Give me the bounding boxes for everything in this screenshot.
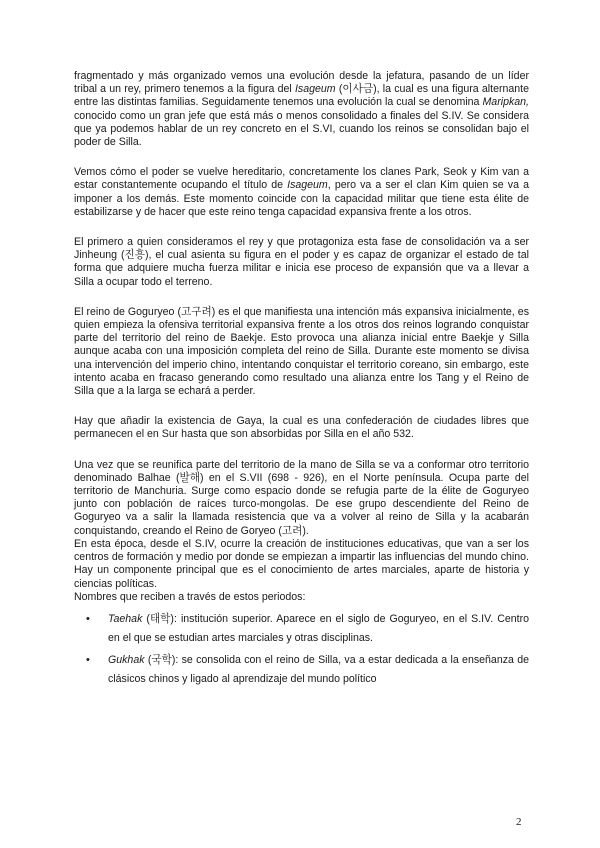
- paragraph-1: [74, 70, 529, 149]
- paragraph-2-text-a: Vemos cómo el poder se vuelve hereditario, concretamente los clanes Park, Seok y Kim van a estar constantemente ocupando el título de: [74, 166, 529, 192]
- page-body: [74, 70, 529, 692]
- paragraph-5: Hay que añadir la existencia de Gaya, la cual es una confederación de ciudades libres que permanecen el en Sur hasta que son absorbidas por Silla en el año 532.: [74, 415, 529, 441]
- paragraph-2: [74, 166, 529, 219]
- paragraph-1-text-b: (이사금), la cual es una figura alternante entre las distintas familias. Seguidamente tenemos una evolución la cual se denomina: [74, 83, 529, 109]
- paragraph-1-text-a: fragmentado y más organizado vemos una evolución desde la jefatura, pasando de un líder tribal a un rey, primero tenemos a la figura del: [74, 70, 529, 96]
- list-item-gukhak: [108, 651, 529, 689]
- page-number: 2: [516, 816, 522, 828]
- term-taehak: Taehak: [108, 612, 143, 625]
- education-institutions-list: [74, 610, 529, 689]
- list-item-taehak-text: (태학): institución superior. Aparece en el siglo de Goguryeo, en el S.IV. Centro en el que se estudian artes marciales y otras disciplinas.: [108, 612, 529, 644]
- term-isageum-2: Isageum: [287, 179, 328, 192]
- term-maripkan: Maripkan,: [482, 96, 529, 109]
- paragraph-4: El reino de Goguryeo (고구려) es el que manifiesta una intención más expansiva inicialmente, es quien empieza la ofensiva territorial expansiva frente a los otros dos reinos logrando conquistar parte del territorio del reino de Baekje. Esto provoca una alianza inicial entre Baekje y Silla aunque acaba con una imposición completa del reino de Silla. Durante este momento se divisa una intervención del imperio chino, intentando conquistar el territorio coreano, sin embargo, este intento acaba en fracaso generando como resultado una alianza entre los Tang y el Reino de Silla que a la larga se echará a perder.: [74, 305, 529, 398]
- paragraph-3: El primero a quien consideramos el rey y que protagoniza esta fase de consolidación va a ser Jinheung (진흥), el cual asienta su figura en el poder y es capaz de organizar el estado de tal forma que adquiere mucha fuerza militar e inicia ese proceso de expansión que va a llevar a Silla a ocupar todo el terreno.: [74, 236, 529, 288]
- paragraph-2-text-b: , pero va a ser el clan Kim quien se va a imponer a los demás. Este momento coincide con la capacidad militar que tiene esta élite de estabilizarse y de hacer que este reino tenga capacidad expansiva frente a los otros.: [74, 179, 529, 218]
- paragraph-1-text-c: conocido como un gran jefe que está más o menos consolidado a finales del S.IV. Se considera que ya podemos hablar de un rey concreto en el S.VI, cuando los reinos se consolidan bajo el poder de Silla.: [74, 109, 529, 149]
- list-item-taehak: [108, 610, 529, 648]
- term-isageum: Isageum: [294, 83, 336, 96]
- list-item-gukhak-text: (국학): se consolida con el reino de Silla, va a estar dedicada a la enseñanza de clásicos chinos y ligado al aprendizaje del mundo político: [108, 653, 529, 685]
- paragraph-7: En esta época, desde el S.IV, ocurre la creación de instituciones educativas, que van a ser los centros de formación y medio por donde se empiezan a impartir las influencias del mundo chino. Hay un componente principal que es el conocimiento de artes marciales, aparte de historia y ciencias políticas.: [74, 537, 529, 590]
- term-gukhak: Gukhak: [108, 653, 145, 666]
- paragraph-8: Nombres que reciben a través de estos periodos:: [74, 590, 306, 603]
- paragraph-6: Una vez que se reunifica parte del territorio de la mano de Silla se va a conformar otro territorio denominado Balhae (발해) en el S.VII (698 - 926), en el Norte península. Ocupa parte del territorio de Manchuria. Surge como espacio donde se refugia parte de la élite de Goguryeo junto con población de raíces turco-mongolas. De ese grupo descendiente del Reino de Goguryeo va a salir la llamada resistencia que va a volver al reino de Silla y la acabarán conquistando, creando el Reino de Goryeo (고려).: [74, 458, 529, 537]
